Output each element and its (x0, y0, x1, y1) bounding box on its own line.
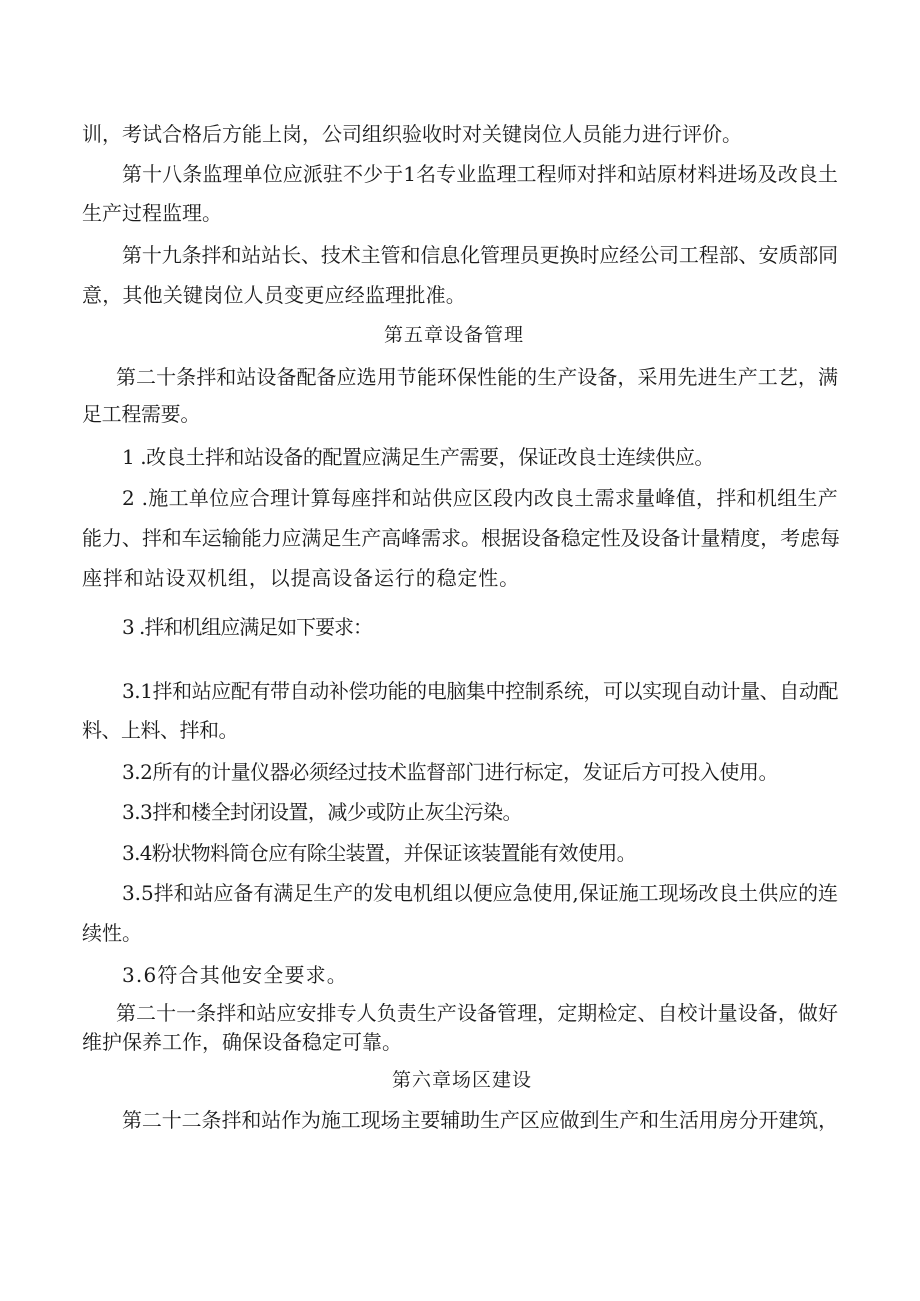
text-line: 2 .施工单位应合理计算每座拌和站供应区段内改良土需求量峰值，拌和机组生产 (122, 486, 838, 510)
text-line: 生产过程监理。 (82, 201, 222, 225)
text-line: 3 .拌和机组应满足如下要求： (122, 615, 372, 639)
text-line: 料、上料、拌和。 (82, 718, 238, 742)
text-line: 第二十条拌和站设备配备应选用节能环保性能的生产设备，采用先进生产工艺，满 (116, 365, 838, 389)
text-line: 训，考试合格后方能上岗，公司组织验收时对关键岗位人员能力进行评价。 (82, 122, 742, 146)
text-line: 座拌和站设双机组，以提高设备运行的稳定性。 (82, 566, 520, 590)
text-line: 3.6符合其他安全要求。 (122, 963, 348, 987)
text-line: 能力、拌和车运输能力应满足生产高峰需求。根据设备稳定性及设备计量精度，考虑每 (82, 526, 840, 550)
text-line: 续性。 (82, 921, 142, 945)
text-line: 3.1拌和站应配有带自动补偿功能的电脑集中控制系统，可以实现自动计量、自动配 (122, 679, 838, 703)
text-line: 第十九条拌和站站长、技术主管和信息化管理员更换时应经公司工程部、安质部同 (122, 243, 838, 267)
text-line: 第十八条监理单位应派驻不少于1名专业监理工程师对拌和站原材料进场及改良土 (122, 162, 838, 186)
chapter-heading: 第五章设备管理 (384, 324, 525, 346)
text-line: 3.5拌和站应备有满足生产的发电机组以便应急使用,保证施工现场改良土供应的连 (122, 881, 838, 905)
text-line: 第二十一条拌和站应安排专人负责生产设备管理，定期检定、自校计量设备，做好 (116, 1001, 838, 1025)
chapter-heading: 第六章场区建设 (392, 1069, 533, 1091)
text-line: 足工程需要。 (82, 402, 200, 426)
text-line: 3.3拌和楼全封闭设置，减少或防止灰尘污染。 (122, 800, 522, 824)
text-line: 3.2所有的计量仪器必须经过技术监督部门进行标定，发证后方可投入使用。 (122, 760, 778, 784)
text-line: 第二十二条拌和站作为施工现场主要辅助生产区应做到生产和生活用房分开建筑， (122, 1108, 838, 1132)
text-line: 1 .改良土拌和站设备的配置应满足生产需要，保证改良士连续供应。 (122, 445, 714, 469)
text-line: 意，其他关键岗位人员变更应经监理批准。 (82, 283, 466, 307)
text-line: 3.4粉状物料筒仓应有除尘装置，并保证该装置能有效使用。 (122, 841, 636, 865)
text-line: 维护保养工作，确保设备稳定可靠。 (82, 1030, 402, 1054)
